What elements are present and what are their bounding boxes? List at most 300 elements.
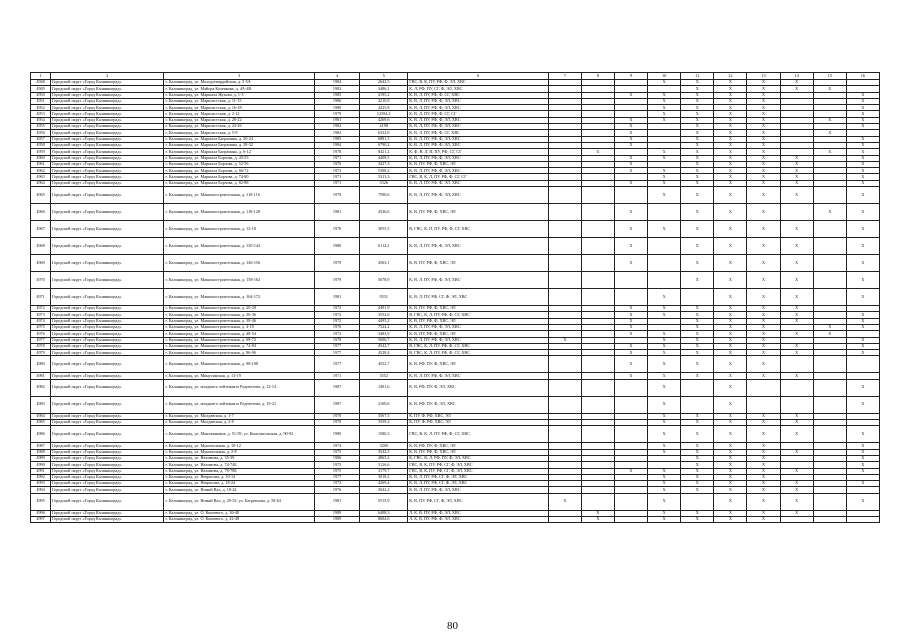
row-number-cell: 4977 xyxy=(31,337,51,343)
row-number-cell: 4982 xyxy=(31,379,51,396)
mark-cell: X xyxy=(714,493,747,510)
mark-cell: X xyxy=(615,255,648,272)
mark-cell xyxy=(548,516,581,522)
mark-cell: X xyxy=(681,356,714,373)
area-cell: 3042,2 xyxy=(360,487,408,493)
mark-cell: X xyxy=(648,350,681,356)
row-number-cell: 4967 xyxy=(31,221,51,238)
row-number-cell: 4972 xyxy=(31,306,51,312)
mark-cell: X xyxy=(714,318,747,324)
address-cell: г. Калининград, ул. Мукомольная, д. 10-12 xyxy=(164,443,315,449)
mark-cell: X xyxy=(648,174,681,180)
mark-cell: X xyxy=(747,343,780,349)
area-cell: 4209,6 xyxy=(360,117,408,123)
mark-cell: X xyxy=(747,331,780,337)
mark-cell: X xyxy=(747,272,780,289)
area-cell: 4198 xyxy=(360,124,408,130)
works-cell: К, В, Л, ПУ, РФ, СГ, Ф, ЭЛ, ХВС xyxy=(408,481,548,487)
mark-cell xyxy=(747,379,780,396)
address-cell: г. Калининград, ул. младшего лейтенанта Родителева, д. 19-21 xyxy=(164,396,315,413)
row-number-cell: 4969 xyxy=(31,255,51,272)
mark-cell: X xyxy=(681,455,714,461)
mark-cell: X xyxy=(747,510,780,516)
mark-cell: X xyxy=(846,449,879,455)
mark-cell: X xyxy=(714,426,747,443)
mark-cell: X xyxy=(714,413,747,419)
address-cell: г. Калининград, ул. Нахимова, д. 78-78Б xyxy=(164,468,315,474)
mark-cell: X xyxy=(615,238,648,255)
address-cell: г. Калининград, ул. Нахимова, д. 35-39 xyxy=(164,455,315,461)
mark-cell: X xyxy=(747,221,780,238)
address-cell: г. Калининград, ул. Марксистская, д. 2-12 xyxy=(164,111,315,117)
mark-cell: X xyxy=(648,149,681,155)
mark-cell: X xyxy=(780,80,813,86)
owner-cell: Городской округ «Город Калининград» xyxy=(51,443,164,449)
area-cell: 4491,9 xyxy=(360,306,408,312)
works-cell: К, В, ПУ, РФ, Ф, ХВС, ЭЛ xyxy=(408,161,548,167)
mark-cell: X xyxy=(846,379,879,396)
area-cell: 4225,8 xyxy=(360,105,408,111)
mark-cell: X xyxy=(714,130,747,136)
mark-cell: X xyxy=(846,468,879,474)
mark-cell: X xyxy=(747,168,780,174)
mark-cell: X xyxy=(615,117,648,123)
mark-cell: X xyxy=(648,117,681,123)
mark-cell: X xyxy=(747,420,780,426)
owner-cell: Городской округ «Город Калининград» xyxy=(51,80,164,86)
year-cell: 1977 xyxy=(314,356,359,373)
mark-cell: X xyxy=(648,516,681,522)
year-cell: 1984 xyxy=(314,142,359,148)
column-header: 16 xyxy=(846,73,879,80)
row-number-cell: 4958 xyxy=(31,142,51,148)
mark-cell: X xyxy=(846,180,879,186)
mark-cell: X xyxy=(648,343,681,349)
owner-cell: Городской округ «Город Калининград» xyxy=(51,92,164,98)
mark-cell xyxy=(548,356,581,373)
works-cell: В, ГВС, К, Л, ПУ, РФ, Ф, СГ, ХВС xyxy=(408,343,548,349)
mark-cell: X xyxy=(714,337,747,343)
mark-cell: X xyxy=(747,487,780,493)
address-cell: г. Калининград, ул. Маршала Борзова, д. 43-53 xyxy=(164,155,315,161)
column-header: 7 xyxy=(548,73,581,80)
owner-cell: Городской округ «Город Калининград» xyxy=(51,413,164,419)
area-cell: 3290 xyxy=(360,443,408,449)
mark-cell: X xyxy=(681,80,714,86)
mark-cell: X xyxy=(648,180,681,186)
column-header: 1 xyxy=(31,73,51,80)
mark-cell xyxy=(681,396,714,413)
address-cell: г. Калининград, ул. Марксистская, д. 20-22 xyxy=(164,117,315,123)
owner-cell: Городской округ «Город Калининград» xyxy=(51,124,164,130)
owner-cell: Городской округ «Город Калининград» xyxy=(51,155,164,161)
area-cell: 5606,7 xyxy=(360,337,408,343)
mark-cell: X xyxy=(714,161,747,167)
mark-cell: X xyxy=(714,343,747,349)
owner-cell: Городской округ «Город Калининград» xyxy=(51,255,164,272)
mark-cell: X xyxy=(780,255,813,272)
works-cell: К, В, Л, ПУ, РФ, Ф, ЭЛ, ХВС xyxy=(408,373,548,379)
mark-cell: X xyxy=(681,204,714,221)
mark-cell: X xyxy=(813,331,846,337)
mark-cell: X xyxy=(780,426,813,443)
mark-cell xyxy=(813,255,846,272)
mark-cell xyxy=(615,426,648,443)
mark-cell xyxy=(548,221,581,238)
owner-cell: Городской округ «Город Калининград» xyxy=(51,337,164,343)
mark-cell: X xyxy=(648,510,681,516)
owner-cell: Городской округ «Город Калининград» xyxy=(51,86,164,92)
area-cell: 4408,5 xyxy=(360,155,408,161)
mark-cell: X xyxy=(747,149,780,155)
row-number-cell: 4971 xyxy=(31,289,51,306)
year-cell: 1970 xyxy=(314,161,359,167)
mark-cell xyxy=(548,255,581,272)
row-number-cell: 4989 xyxy=(31,455,51,461)
mark-cell xyxy=(681,289,714,306)
area-cell: 6881,5 xyxy=(360,136,408,142)
row-number-cell: 4985 xyxy=(31,420,51,426)
column-header: 6 xyxy=(408,73,548,80)
mark-cell: X xyxy=(648,493,681,510)
mark-cell: X xyxy=(714,98,747,104)
address-cell: г. Калининград, ул. Машиностроительная, д. 86-96 xyxy=(164,350,315,356)
area-cell: 3126,6 xyxy=(360,462,408,468)
mark-cell xyxy=(581,396,614,413)
mark-cell: X xyxy=(681,180,714,186)
area-cell: 4528,4 xyxy=(360,350,408,356)
mark-cell: X xyxy=(714,272,747,289)
mark-cell: X xyxy=(648,306,681,312)
works-cell: К, В, Л, ПУ, РФ, Ф, ЭЛ, ХВС xyxy=(408,187,548,204)
row-number-cell: 4986 xyxy=(31,426,51,443)
address-cell: г. Калининград, ул. младшего лейтенанта Родителева, д. 12-14 xyxy=(164,379,315,396)
mark-cell: X xyxy=(714,312,747,318)
address-cell: г. Калининград, ул. Новый Вал, д. 29-33, ул. Багратиона, д. 58-64 xyxy=(164,493,315,510)
mark-cell: X xyxy=(846,343,879,349)
mark-cell: X xyxy=(813,149,846,155)
row-number-cell: 4970 xyxy=(31,272,51,289)
mark-cell: X xyxy=(714,187,747,204)
mark-cell: X xyxy=(681,449,714,455)
year-cell: 1980 xyxy=(314,426,359,443)
works-cell: К, В, Л, ПУ, РФ, Ф, ЭЛ, ХВС xyxy=(408,324,548,330)
mark-cell: X xyxy=(714,481,747,487)
row-number-cell: 4980 xyxy=(31,356,51,373)
mark-cell xyxy=(813,289,846,306)
mark-cell: X xyxy=(846,396,879,413)
mark-cell: X xyxy=(615,221,648,238)
works-cell: Л, К, В, ПУ, РФ, Ф, ЭЛ, ХВС xyxy=(408,510,548,516)
area-cell: 6408,3 xyxy=(360,510,408,516)
mark-cell: X xyxy=(714,105,747,111)
mark-cell: X xyxy=(714,455,747,461)
area-cell: 4542,7 xyxy=(360,343,408,349)
works-cell: ГВС, В, К, ПУ, РФ, СГ, Ф, ЭЛ, ХВС xyxy=(408,462,548,468)
address-cell: г. Калининград, ул. Машиностроительная, д. 146-156 xyxy=(164,255,315,272)
row-number-cell: 4997 xyxy=(31,516,51,522)
year-cell: 1981 xyxy=(314,117,359,123)
year-cell: 1979 xyxy=(314,272,359,289)
area-cell: 3542,3 xyxy=(360,449,408,455)
year-cell: 1971 xyxy=(314,373,359,379)
mark-cell: X xyxy=(681,516,714,522)
mark-cell: X xyxy=(648,449,681,455)
address-cell: г. Калининград, ул. Некрасова, д. 18-24 xyxy=(164,481,315,487)
year-cell: 1975 xyxy=(314,462,359,468)
row-number-cell: 4990 xyxy=(31,462,51,468)
row-number-cell: 4961 xyxy=(31,161,51,167)
mark-cell: X xyxy=(615,350,648,356)
mark-cell: X xyxy=(846,204,879,221)
works-cell: К, В, ПУ, РФ, Ф, ХВС, ЭЛ xyxy=(408,449,548,455)
mark-cell: X xyxy=(681,155,714,161)
mark-cell: X xyxy=(780,187,813,204)
owner-cell: Городской округ «Город Калининград» xyxy=(51,462,164,468)
works-cell: К, В, Л, ПУ, РФ, Ф, СГ, СГ xyxy=(408,111,548,117)
year-cell: 1977 xyxy=(314,350,359,356)
mark-cell: X xyxy=(714,331,747,337)
mark-cell: X xyxy=(681,468,714,474)
mark-cell xyxy=(648,272,681,289)
mark-cell: X xyxy=(681,117,714,123)
address-cell: г. Калининград, ул. Марксистская, д. 24-26 xyxy=(164,124,315,130)
column-header: 2 xyxy=(51,73,164,80)
works-cell: К, Ф, В, Л, П, ПУ, РФ, СГ, СГ xyxy=(408,149,548,155)
area-cell: 1401,6 xyxy=(360,379,408,396)
mark-cell: X xyxy=(747,80,780,86)
owner-cell: Городской округ «Город Калининград» xyxy=(51,312,164,318)
mark-cell: X xyxy=(714,124,747,130)
address-cell: г. Калининград, ул. Машиностроительная, д. 48-54 xyxy=(164,331,315,337)
works-cell: К, В, Л, ПУ, РФ, Ф, ЭЛ, ХВС xyxy=(408,98,548,104)
works-cell: К, В, Л, ПУ, РФ, Ф, ЭЛ, ХВС xyxy=(408,142,548,148)
owner-cell: Городской округ «Город Калининград» xyxy=(51,142,164,148)
column-header: 3 xyxy=(164,73,315,80)
row-number-cell: 4975 xyxy=(31,324,51,330)
mark-cell: X xyxy=(780,86,813,92)
mark-cell: X xyxy=(648,373,681,379)
works-cell: В, ГВС, К, П, ПУ, РФ, Ф, СГ, ХВС xyxy=(408,221,548,238)
mark-cell: X xyxy=(714,289,747,306)
mark-cell: X xyxy=(813,130,846,136)
year-cell: 1981 xyxy=(314,204,359,221)
column-header: 12 xyxy=(714,73,747,80)
mark-cell xyxy=(648,204,681,221)
mark-cell: X xyxy=(648,98,681,104)
mark-cell: X xyxy=(714,255,747,272)
mark-cell: X xyxy=(747,474,780,480)
mark-cell: X xyxy=(747,443,780,449)
mark-cell: X xyxy=(747,124,780,130)
mark-cell: X xyxy=(813,117,846,123)
mark-cell: X xyxy=(648,443,681,449)
mark-cell: X xyxy=(747,180,780,186)
area-cell: 1580,3 xyxy=(360,426,408,443)
year-cell: 1976 xyxy=(314,487,359,493)
mark-cell: X xyxy=(780,306,813,312)
mark-cell: X xyxy=(714,396,747,413)
mark-cell: X xyxy=(747,105,780,111)
column-header: 9 xyxy=(615,73,648,80)
mark-cell: X xyxy=(747,324,780,330)
area-cell: 3552,6 xyxy=(360,312,408,318)
row-number-cell: 4960 xyxy=(31,155,51,161)
mark-cell: X xyxy=(747,455,780,461)
row-number-cell: 4948 xyxy=(31,80,51,86)
address-cell: г. Калининград, ул. Молдавская, д. 1-7 xyxy=(164,413,315,419)
mark-cell: X xyxy=(648,468,681,474)
mark-cell xyxy=(780,204,813,221)
address-cell: г. Калининград, ул. Монтажников, д. 51-59, ул. Комсомольская, д. 90-92 xyxy=(164,426,315,443)
mark-cell xyxy=(548,204,581,221)
mark-cell xyxy=(615,516,648,522)
mark-cell: X xyxy=(681,105,714,111)
mark-cell: X xyxy=(681,312,714,318)
area-cell: 5313,3 xyxy=(360,174,408,180)
owner-cell: Городской округ «Город Калининград» xyxy=(51,396,164,413)
mark-cell: X xyxy=(747,449,780,455)
mark-cell: X xyxy=(615,136,648,142)
mark-cell: X xyxy=(747,174,780,180)
mark-cell xyxy=(581,204,614,221)
column-header: 10 xyxy=(648,73,681,80)
row-number-cell: 4981 xyxy=(31,373,51,379)
mark-cell: X xyxy=(648,337,681,343)
mark-cell: X xyxy=(681,130,714,136)
year-cell: 1989 xyxy=(314,516,359,522)
area-cell: 4495,2 xyxy=(360,318,408,324)
row-number-cell: 4978 xyxy=(31,343,51,349)
address-cell: г. Калининград, ул. Мукомольная, д. 2-8 xyxy=(164,449,315,455)
address-cell: г. Калининград, ул. Машиностроительная, д. 30-36 xyxy=(164,312,315,318)
owner-cell: Городской округ «Город Калининград» xyxy=(51,350,164,356)
owner-cell: Городской округ «Город Калининград» xyxy=(51,487,164,493)
area-cell: 4269,4 xyxy=(360,481,408,487)
year-cell: 1980 xyxy=(314,105,359,111)
mark-cell: X xyxy=(615,155,648,161)
row-number-cell: 4979 xyxy=(31,350,51,356)
area-cell: 8421,2 xyxy=(360,149,408,155)
year-cell: 1987 xyxy=(314,396,359,413)
mark-cell xyxy=(615,272,648,289)
column-header: 15 xyxy=(813,73,846,80)
address-cell: г. Калининград, ул. Машиностроительная, д. 68-72 xyxy=(164,337,315,343)
mark-cell: X xyxy=(846,136,879,142)
year-cell: 1982 xyxy=(314,124,359,130)
mark-cell: X xyxy=(714,86,747,92)
mark-cell xyxy=(813,221,846,238)
mark-cell: X xyxy=(615,204,648,221)
row-number-cell: 4952 xyxy=(31,105,51,111)
mark-cell: X xyxy=(846,117,879,123)
address-cell: г. Калининград, ул. Машиностроительная, д. 130-144 xyxy=(164,238,315,255)
mark-cell: X xyxy=(747,312,780,318)
mark-cell xyxy=(581,493,614,510)
table-row xyxy=(31,379,880,396)
mark-cell: X xyxy=(648,487,681,493)
row-number-cell: 4953 xyxy=(31,111,51,117)
owner-cell: Городской округ «Город Калининград» xyxy=(51,356,164,373)
address-cell: г. Калининград, ул. Маршала Борзова, д. 74-80 xyxy=(164,174,315,180)
mark-cell: X xyxy=(780,413,813,419)
mark-cell xyxy=(615,379,648,396)
year-cell: 1985 xyxy=(314,92,359,98)
mark-cell xyxy=(581,187,614,204)
mark-cell: X xyxy=(780,318,813,324)
mark-cell: X xyxy=(648,331,681,337)
works-cell: К, В, Л, ПУ, РФ, Ф, СГ, ХВС xyxy=(408,130,548,136)
address-cell: г. Калининград, ул. Маршала Баграмяна, д. 20-24 xyxy=(164,136,315,142)
mark-cell: X xyxy=(846,92,879,98)
works-cell: К, В, ПУ, РФ, Ф, ХВС, ЭЛ xyxy=(408,306,548,312)
owner-cell: Городской округ «Город Калининград» xyxy=(51,289,164,306)
year-cell: 1976 xyxy=(314,324,359,330)
mark-cell: X xyxy=(681,86,714,92)
mark-cell: X xyxy=(681,187,714,204)
mark-cell xyxy=(681,379,714,396)
mark-cell: X xyxy=(714,462,747,468)
year-cell: 1978 xyxy=(314,149,359,155)
mark-cell: X xyxy=(648,80,681,86)
mark-cell: X xyxy=(615,130,648,136)
owner-cell: Городской округ «Город Калининград» xyxy=(51,221,164,238)
works-cell: В, ГВС, К, Л, ПУ, РФ, Ф, СГ, ХВС xyxy=(408,350,548,356)
year-cell: 1979 xyxy=(314,187,359,204)
row-number-cell: 4950 xyxy=(31,92,51,98)
table-row xyxy=(31,255,880,272)
mark-cell xyxy=(813,238,846,255)
mark-cell: X xyxy=(846,289,879,306)
mark-cell: X xyxy=(846,174,879,180)
mark-cell: X xyxy=(681,350,714,356)
table-row xyxy=(31,356,880,373)
works-cell: К, В, Л, ПУ, РФ, Ф, ЭЛ, ХВС xyxy=(408,337,548,343)
page-number: 80 xyxy=(447,620,458,632)
mark-cell: X xyxy=(681,98,714,104)
address-cell: г. Калининград, ул. Машиностроительная, д. 20-28 xyxy=(164,306,315,312)
mark-cell: X xyxy=(813,86,846,92)
mark-cell: X xyxy=(681,136,714,142)
owner-cell: Городской округ «Город Калининград» xyxy=(51,420,164,426)
mark-cell: X xyxy=(846,221,879,238)
mark-cell: X xyxy=(780,510,813,516)
mark-cell: X xyxy=(846,272,879,289)
mark-cell: X xyxy=(714,80,747,86)
row-number-cell: 4965 xyxy=(31,187,51,204)
mark-cell: X xyxy=(681,481,714,487)
mark-cell: X xyxy=(615,161,648,167)
mark-cell xyxy=(581,289,614,306)
mark-cell: X xyxy=(681,161,714,167)
mark-cell: X xyxy=(846,318,879,324)
mark-cell: X xyxy=(648,168,681,174)
mark-cell: X xyxy=(615,356,648,373)
address-cell: г. Калининград, ул. О. Кошевого, д. 42-48 xyxy=(164,516,315,522)
area-cell: 3567,5 xyxy=(360,413,408,419)
mark-cell: X xyxy=(747,161,780,167)
address-cell: г. Калининград, ул. О. Кошевого, д. 36-40 xyxy=(164,510,315,516)
mark-cell: X xyxy=(747,426,780,443)
address-cell: г. Калининград, ул. Молдавская, д. 2-8 xyxy=(164,420,315,426)
mark-cell: X xyxy=(648,221,681,238)
works-cell: Л, К, В, ПУ, РФ, Ф, ЭЛ, ХВС xyxy=(408,516,548,522)
mark-cell: X xyxy=(714,373,747,379)
mark-cell: X xyxy=(681,474,714,480)
year-cell: 1972 xyxy=(314,306,359,312)
year-cell: 1970 xyxy=(314,413,359,419)
year-cell: 1986 xyxy=(314,455,359,461)
